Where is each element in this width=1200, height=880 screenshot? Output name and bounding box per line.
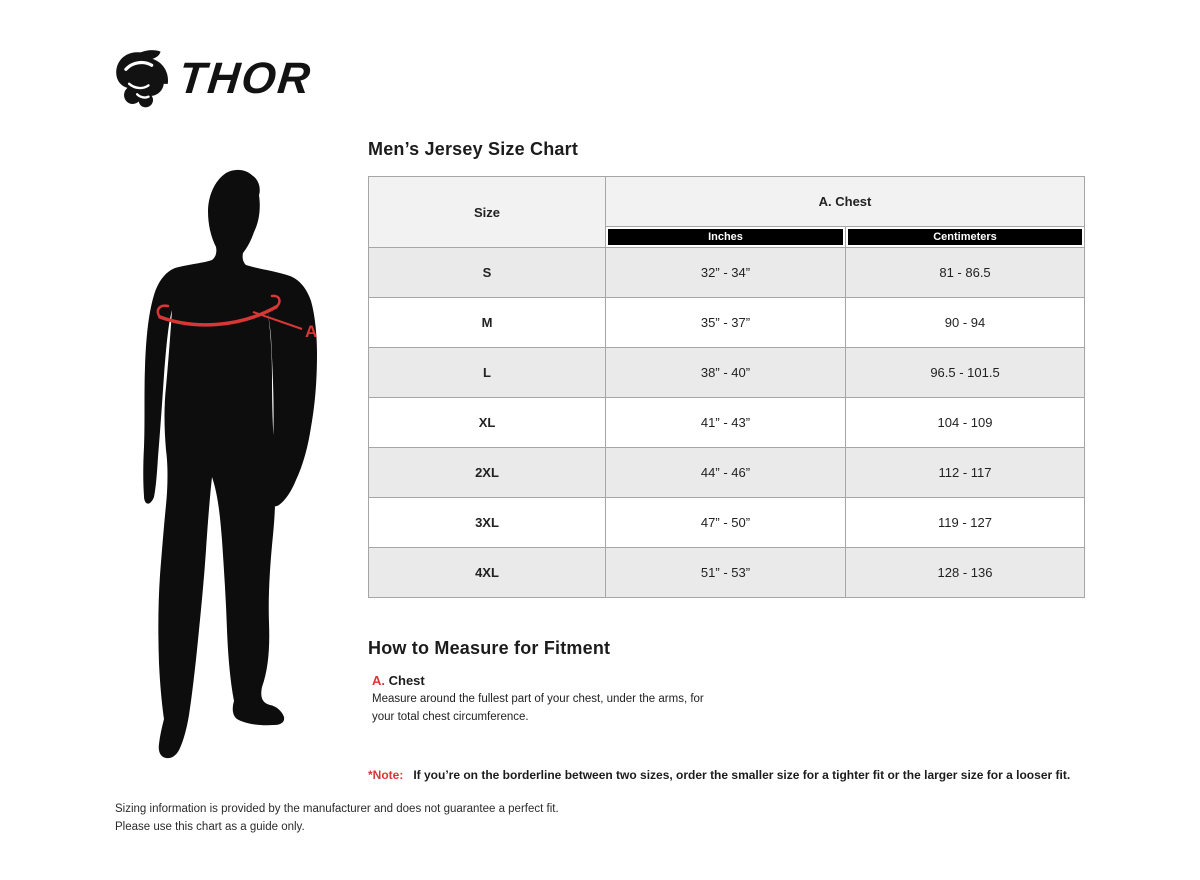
- centimeters-header: Centimeters: [848, 229, 1082, 245]
- inches-value: 38” - 40”: [606, 348, 846, 398]
- size-value: XL: [369, 398, 606, 448]
- inches-value: 47” - 50”: [606, 498, 846, 548]
- size-value: 4XL: [369, 548, 606, 598]
- inches-header-cell: [606, 227, 846, 248]
- male-silhouette: [140, 165, 340, 765]
- size-value: 2XL: [369, 448, 606, 498]
- centimeters-value: 90 - 94: [846, 298, 1085, 348]
- table-row-xl: [369, 398, 1085, 448]
- sizing-note: [368, 768, 1070, 782]
- inches-header: Inches: [608, 229, 843, 245]
- thor-logo: [113, 48, 315, 110]
- centimeters-value: 112 - 117: [846, 448, 1085, 498]
- centimeters-value: 119 - 127: [846, 498, 1085, 548]
- disclaimer-line-2: Please use this chart as a guide only.: [115, 820, 305, 833]
- table-row-4xl: [369, 548, 1085, 598]
- centimeters-header-cell: [846, 227, 1085, 248]
- measure-description: Measure around the fullest part of your chest, under the arms, for your total chest circumference.: [372, 693, 704, 723]
- note-prefix: *Note:: [368, 768, 404, 782]
- inches-value: 44” - 46”: [606, 448, 846, 498]
- size-chart-table: [368, 176, 1085, 598]
- inches-value: 51” - 53”: [606, 548, 846, 598]
- inches-value: 35” - 37”: [606, 298, 846, 348]
- size-value: 3XL: [369, 498, 606, 548]
- table-row-m: [369, 298, 1085, 348]
- centimeters-value: 81 - 86.5: [846, 248, 1085, 298]
- measure-chest-label: [372, 673, 752, 688]
- table-row-s: [369, 248, 1085, 298]
- thor-ram-icon: [113, 50, 171, 108]
- page-title: Men’s Jersey Size Chart: [368, 139, 579, 159]
- centimeters-value: 128 - 136: [846, 548, 1085, 598]
- centimeters-value: 104 - 109: [846, 398, 1085, 448]
- measurement-figure: [140, 165, 340, 765]
- table-row-2xl: [369, 448, 1085, 498]
- size-value: L: [369, 348, 606, 398]
- measure-name: Chest: [388, 673, 425, 688]
- measure-letter: A.: [372, 673, 385, 688]
- measure-chest-block: [372, 673, 752, 727]
- table-row-l: [369, 348, 1085, 398]
- disclaimer-line-1: Sizing information is provided by the manufacturer and does not guarantee a perfect fit.: [115, 803, 559, 815]
- inches-value: 41” - 43”: [606, 398, 846, 448]
- thor-wordmark: THOR: [176, 54, 315, 103]
- chest-group-header: A. Chest: [606, 177, 1085, 227]
- disclaimer: [115, 801, 559, 837]
- size-value: S: [369, 248, 606, 298]
- size-value: M: [369, 298, 606, 348]
- size-column-header: Size: [369, 177, 606, 248]
- chest-label-a: A: [305, 322, 318, 341]
- howto-heading: How to Measure for Fitment: [368, 638, 611, 658]
- inches-value: 32” - 34”: [606, 248, 846, 298]
- note-text: If you’re on the borderline between two sizes, order the smaller size for a tighter fit or the larger size for a looser fit.: [413, 768, 1071, 782]
- table-row-3xl: [369, 498, 1085, 548]
- centimeters-value: 96.5 - 101.5: [846, 348, 1085, 398]
